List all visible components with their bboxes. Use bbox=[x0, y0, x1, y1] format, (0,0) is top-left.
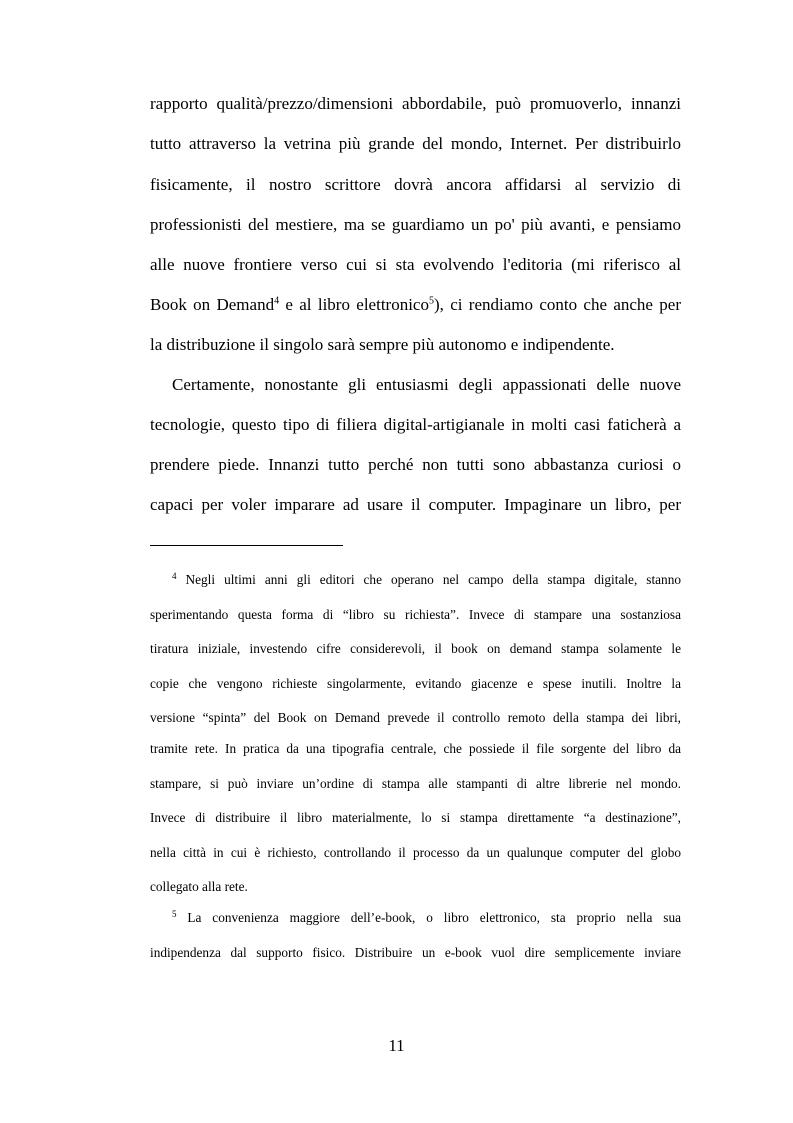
footnote-text: Negli ultimi anni gli editori che operano nel campo della stampa digitale, stanno bbox=[185, 572, 681, 587]
body-line: prendere piede. Innanzi tutto perché non tutti sono abbastanza curiosi o bbox=[150, 455, 681, 474]
body-line: la distribuzione il singolo sarà sempre più autonomo e indipendente. bbox=[150, 335, 615, 354]
body-line: rapporto qualità/prezzo/dimensioni abbordabile, può promuoverlo, innanzi bbox=[150, 94, 681, 113]
footnote-line: collegato alla rete. bbox=[150, 879, 248, 894]
footnote-separator bbox=[150, 545, 343, 546]
footnote-number: 5 bbox=[172, 909, 177, 919]
page-number: 11 bbox=[388, 1036, 405, 1055]
body-text-segment: e al libro elettronico bbox=[279, 295, 429, 314]
body-text-segment: ), ci rendiamo conto che anche per bbox=[433, 295, 681, 314]
body-line: tecnologie, questo tipo di filiera digital-artigianale in molti casi faticherà a bbox=[150, 415, 681, 434]
footnote-ref-4[interactable]: 4 bbox=[274, 295, 280, 307]
body-line: Certamente, nonostante gli entusiasmi degli appassionati delle nuove bbox=[172, 375, 681, 394]
body-line: tutto attraverso la vetrina più grande del mondo, Internet. Per distribuirlo bbox=[150, 134, 681, 153]
footnote-line bbox=[150, 909, 681, 926]
footnote-text: La convenienza maggiore dell’e-book, o libro elettronico, sta proprio nella sua bbox=[187, 910, 681, 925]
body-line: capaci per voler imparare ad usare il computer. Impaginare un libro, per bbox=[150, 495, 681, 514]
footnote-line: sperimentando questa forma di “libro su richiesta”. Invece di stampare una sostanziosa bbox=[150, 607, 681, 622]
footnote-line: copie che vengono richieste singolarmente, evitando giacenze e spese inutili. Inoltre la bbox=[150, 676, 681, 691]
footnote-line bbox=[150, 571, 681, 588]
body-line: fisicamente, il nostro scrittore dovrà ancora affidarsi al servizio di bbox=[150, 175, 681, 194]
body-line bbox=[150, 295, 681, 315]
body-text-segment: Book on Demand bbox=[150, 295, 275, 314]
body-line: alle nuove frontiere verso cui si sta evolvendo l'editoria (mi riferisco al bbox=[150, 255, 681, 274]
footnote-line: indipendenza dal supporto fisico. Distribuire un e-book vuol dire semplicemente inviare bbox=[150, 945, 681, 960]
body-line: professionisti del mestiere, ma se guardiamo un po' più avanti, e pensiamo bbox=[150, 215, 681, 234]
footnote-number: 4 bbox=[172, 571, 177, 581]
footnote-line: nella città in cui è richiesto, controllando il processo da un qualunque computer del globo bbox=[150, 845, 681, 860]
footnote-ref-5[interactable]: 5 bbox=[428, 295, 434, 307]
footnote-line: stampare, si può inviare un’ordine di stampa alle stampanti di altre librerie nel mondo. bbox=[150, 776, 681, 791]
footnote-line: Invece di distribuire il libro materialmente, lo si stampa direttamente “a destinazione”, bbox=[150, 810, 681, 825]
footnote-line: versione “spinta” del Book on Demand prevede il controllo remoto della stampa dei libri, bbox=[150, 710, 681, 725]
footnote-line: tramite rete. In pratica da una tipografia centrale, che possiede il file sorgente del libro da bbox=[150, 741, 681, 756]
footnote-line: tiratura iniziale, investendo cifre considerevoli, il book on demand stampa solamente le bbox=[150, 641, 681, 656]
